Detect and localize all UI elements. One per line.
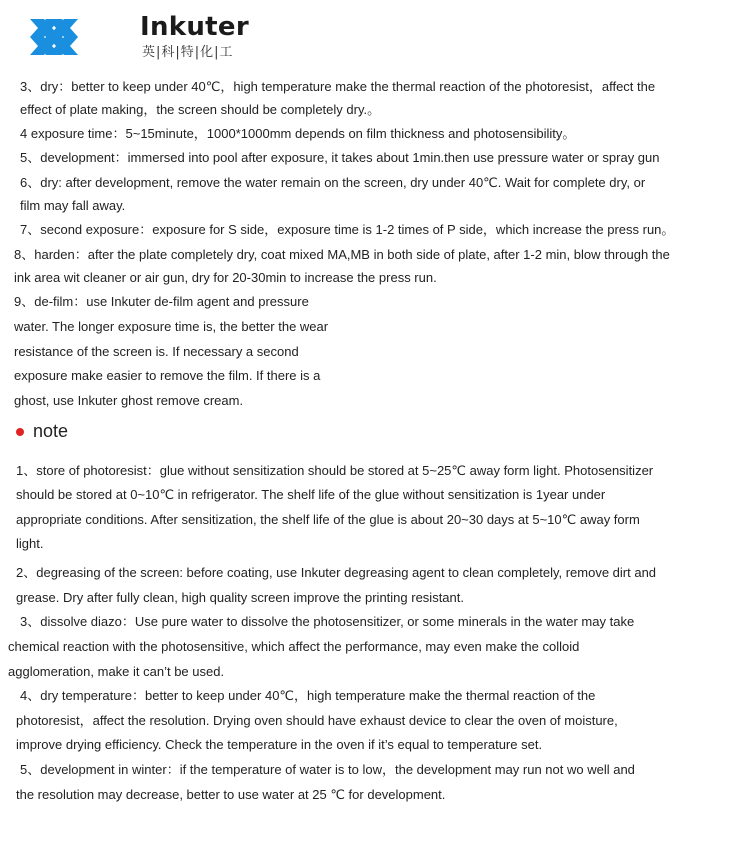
process-line: exposure make easier to remove the film. If there is a (14, 368, 321, 383)
note-line: light. (16, 536, 44, 551)
process-line: 8、harden：after the plate completely dry, coat mixed MA,MB in both side of plate, after 1-2 min, blow through the (14, 247, 670, 262)
process-line: 5、development：immersed into pool after exposure, it takes about 1min.then use pressure water or spray gun (20, 150, 660, 165)
inkuter-logo (30, 14, 270, 60)
process-line: 7、second exposure：exposure for S side，exposure time is 1-2 times of P side，which increase the press run。 (20, 222, 675, 237)
note-line: grease. Dry after fully clean, high quality screen improve the printing resistant. (16, 590, 464, 605)
process-line: water. The longer exposure time is, the better the wear (14, 319, 329, 334)
inkuter-logo-mark-icon (30, 17, 130, 57)
process-line: ghost, use Inkuter ghost remove cream. (14, 393, 244, 408)
note-line: chemical reaction with the photosensitive, which affect the performance, may even make the colloid (8, 639, 580, 654)
process-line: 3、dry：better to keep under 40℃，high temperature make the thermal reaction of the photoresist，affect the (20, 79, 656, 94)
note-line: 5、development in winter：if the temperature of water is to low，the development may run not wo well and (20, 762, 635, 777)
note-line: should be stored at 0~10℃ in refrigerator. The shelf life of the glue without sensitization is 1year under (16, 487, 606, 502)
process-line: effect of plate making，the screen should be completely dry.。 (20, 102, 381, 117)
note-line: 3、dissolve diazo：Use pure water to dissolve the photosensitizer, or some minerals in the water may take (20, 614, 635, 629)
bullet-dot-icon (16, 428, 24, 436)
process-line: film may fall away. (20, 198, 126, 213)
note-line: 1、store of photoresist：glue without sensitization should be stored at 5~25℃ away form light. Photosensitizer (16, 463, 654, 478)
note-line: appropriate conditions. After sensitization, the shelf life of the glue is about 20~30 days at 5~10℃ away form (16, 512, 640, 527)
logo-brand-name: Inkuter (140, 12, 249, 42)
process-line: 4 exposure time：5~15minute，1000*1000mm depends on film thickness and photosensibility。 (20, 126, 576, 141)
process-line: resistance of the screen is. If necessary a second (14, 344, 299, 359)
process-line: ink area wit cleaner or air gun, dry for 20-30min to increase the press run. (14, 270, 437, 285)
process-line: 9、de-film：use Inkuter de-film agent and pressure (14, 294, 309, 309)
note-line: 2、degreasing of the screen: before coating, use Inkuter degreasing agent to clean completely, remove dirt and (16, 565, 657, 580)
logo-chinese-name: 英|科|特|化|工 (142, 45, 234, 60)
note-line: agglomeration, make it can’t be used. (8, 664, 225, 679)
note-heading-label: note (33, 421, 69, 441)
note-line: the resolution may decrease, better to use water at 25 ℃ for development. (16, 787, 446, 802)
note-line: 4、dry temperature：better to keep under 40℃，high temperature make the thermal reaction of the (20, 688, 596, 703)
note-line: improve drying efficiency. Check the temperature in the oven if it’s equal to temperature set. (16, 737, 543, 752)
process-line: 6、dry: after development, remove the water remain on the screen, dry under 40℃. Wait for complete dry, or (20, 175, 646, 190)
note-line: photoresist，affect the resolution. Drying oven should have exhaust device to clear the oven of moisture, (16, 713, 618, 728)
